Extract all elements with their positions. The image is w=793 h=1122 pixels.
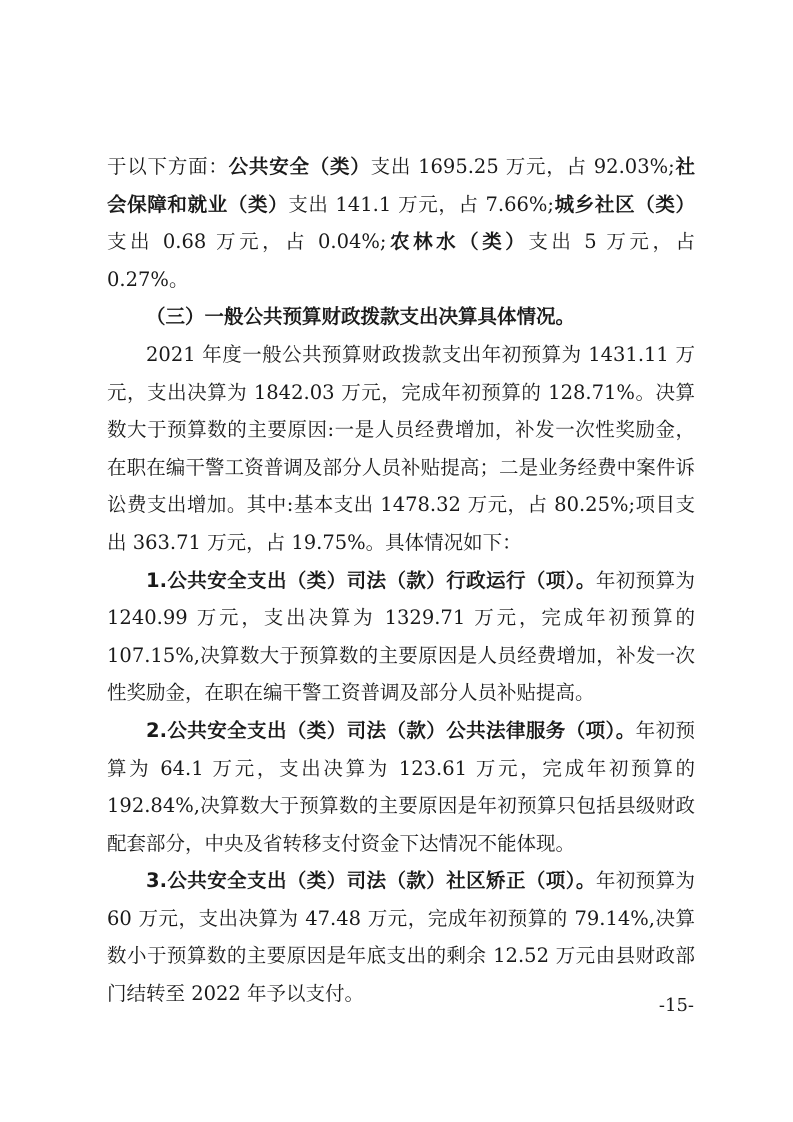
paragraph-item-1 — [107, 562, 695, 712]
text-run: 支出 5 万元，占 0.27%。 — [107, 230, 695, 291]
text-run: 于以下方面： — [107, 155, 229, 178]
text-run: 支出 1695.25 万元，占 92.03%; — [370, 155, 675, 178]
bold-category-public-security: 公共安全（类） — [228, 155, 371, 178]
text-run: 支出 141.1 万元，占 7.66%; — [288, 192, 554, 216]
item-2-title: 2.公共安全支出（类）司法（款）公共法律服务（项）。 — [146, 718, 636, 742]
bold-category-urban-rural: 城乡社区（类） — [554, 192, 695, 216]
bold-category-agriculture: 农林水（类） — [386, 230, 529, 254]
page-number: -15- — [658, 995, 694, 1016]
section-heading-3: （三）一般公共预算财政拨款支出决算具体情况。 — [146, 305, 576, 329]
paragraph-expenditure-categories — [107, 148, 695, 298]
paragraph-item-3 — [107, 862, 695, 1012]
item-3-body: 年初预算为 60 万元，支出决算为 47.48 万元，完成年初预算的 79.14%,决算数小于预算数的主要原因是年底支出的剩余 12.52 万元由县财政部门结转至 2022 年予以支付。 — [107, 869, 695, 1006]
body-text — [107, 148, 695, 1013]
text-run: 支出 0.68 万元，占 0.04%; — [107, 230, 387, 254]
paragraph-budget-summary: 2021 年度一般公共预算财政拨款支出年初预算为 1431.11 万元，支出决算为 1842.03 万元，完成年初预算的 128.71%。决算数大于预算数的主要原因:一是人员经费增加，补发一次性奖励金，在职在编干警工资普调及部分人员补贴提高；二是业务经费中案件诉讼费支出增加。其中:基本支出 1478.32 万元，占 80.25%;项目支出 363.71 万元，占 19.75%。具体情况如下： — [107, 342, 695, 554]
item-1-title: 1.公共安全支出（类）司法（款）行政运行（项）。 — [146, 568, 596, 592]
item-2-body: 年初预算为 64.1 万元，支出决算为 123.61 万元，完成年初预算的 192.84%,决算数大于预算数的主要原因是年初预算只包括县级财政配套部分，中央及省转移支付资金下达情况不能体现。 — [107, 718, 695, 855]
bold-category-social-security: 社会保障和就业（类） — [107, 155, 695, 216]
paragraph-item-2 — [107, 712, 695, 862]
item-3-title: 3.公共安全支出（类）司法（款）社区矫正（项）。 — [146, 869, 596, 893]
item-1-body: 年初预算为 1240.99 万元，支出决算为 1329.71 万元，完成年初预算的 107.15%,决算数大于预算数的主要原因是人员经费增加，补发一次性奖励金，在职在编干警工资普调及部分人员补贴提高。 — [107, 568, 695, 705]
